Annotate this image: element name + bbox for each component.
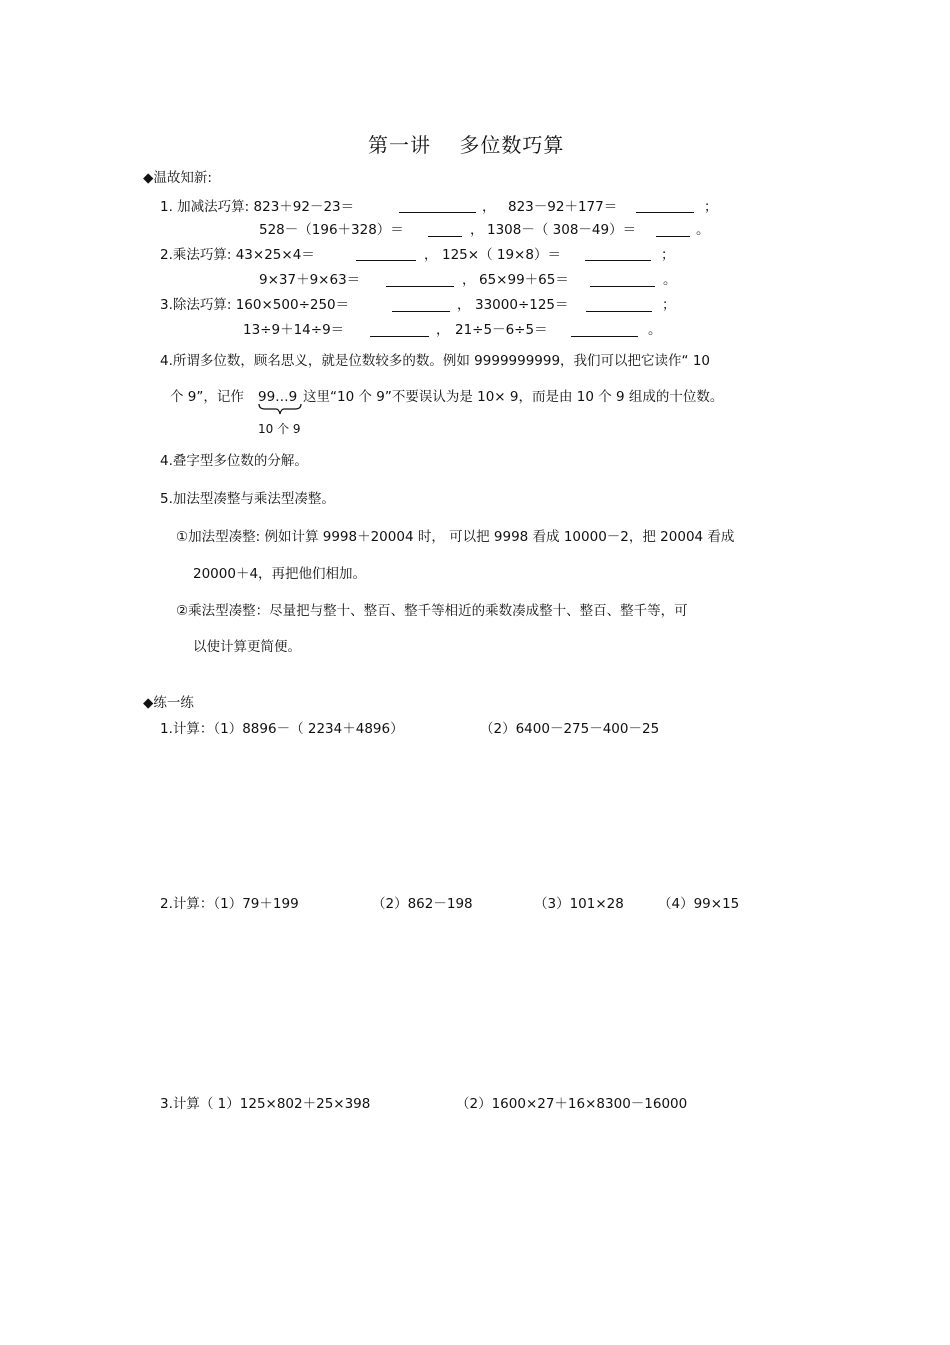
review-q2a: 2.乘法巧算: 43×25×4＝ <box>160 247 315 263</box>
review-q1c: 528－（196＋328）＝ <box>259 222 404 238</box>
answer-blank <box>571 336 638 337</box>
answer-blank <box>636 212 694 213</box>
curly-brace-icon <box>257 403 303 417</box>
answer-blank <box>586 311 652 312</box>
note-5-2-line2: 以使计算更简便。 <box>193 639 301 655</box>
answer-blank <box>370 336 429 337</box>
review-q1b: 823－92＋177＝ <box>508 199 618 215</box>
practice-q3a: 3.计算（ 1）125×802＋25×398 <box>160 1096 371 1112</box>
review-heading: ◆温故知新: <box>143 170 212 186</box>
note-4b: 4.叠字型多位数的分解。 <box>160 453 308 469</box>
note-5-1-line2: 20000＋4，再把他们相加。 <box>193 566 367 582</box>
review-q2b: 125×（ 19×8）＝ <box>442 247 561 263</box>
punct: 。 <box>696 222 710 238</box>
answer-blank <box>585 260 651 261</box>
review-q1a: 1. 加减法巧算: 823＋92－23＝ <box>160 199 355 215</box>
answer-blank <box>399 212 476 213</box>
punct: 。 <box>648 322 662 338</box>
review-q3a: 3.除法巧算: 160×500÷250＝ <box>160 297 350 313</box>
repeated-digits: 99…9 <box>258 389 298 405</box>
punct: ； <box>661 247 675 263</box>
practice-heading: ◆练一练 <box>143 695 194 711</box>
review-q3b: 33000÷125＝ <box>475 297 569 313</box>
answer-blank <box>392 311 450 312</box>
practice-q2d: （4）99×15 <box>658 896 740 912</box>
answer-blank <box>356 260 416 261</box>
answer-blank <box>386 286 454 287</box>
note-4-line2a: 个 9”，记作 <box>170 389 244 405</box>
note-5-1-line1: ①加法型凑整: 例如计算 9998＋20004 时， 可以把 9998 看成 10000－2，把 20004 看成 <box>176 529 735 545</box>
punct: ， <box>424 247 438 263</box>
answer-blank <box>656 236 690 237</box>
brace-label: 10 个 9 <box>258 422 301 436</box>
note-4-line1: 4.所谓多位数，顾名思义，就是位数较多的数。例如 9999999999，我们可以把它读作“ 10 <box>160 353 711 369</box>
note-4-line2b: 这里“10 个 9”不要误认为是 10× 9，而是由 10 个 9 组成的十位数。 <box>303 389 724 405</box>
page-title: 第一讲 多位数巧算 <box>368 133 565 157</box>
practice-q1a: 1.计算：（1）8896－（ 2234＋4896） <box>160 721 404 737</box>
practice-q1b: （2）6400－275－400－25 <box>480 721 660 737</box>
punct: ， <box>436 322 450 338</box>
review-q2c: 9×37＋9×63＝ <box>259 272 361 288</box>
note-5-2-line1: ②乘法型凑整：尽量把与整十、整百、整千等相近的乘数凑成整十、整百、整千等，可 <box>176 603 688 619</box>
review-q1d: 1308－（ 308－49）＝ <box>487 222 637 238</box>
punct: ， <box>470 222 484 238</box>
answer-blank <box>428 236 462 237</box>
practice-q2c: （3）101×28 <box>534 896 624 912</box>
note-5: 5.加法型凑整与乘法型凑整。 <box>160 491 335 507</box>
punct: ， <box>462 272 476 288</box>
punct: ； <box>662 297 676 313</box>
review-q2d: 65×99＋65＝ <box>479 272 569 288</box>
punct: ； <box>704 199 718 215</box>
punct: 。 <box>663 272 677 288</box>
answer-blank <box>590 286 655 287</box>
practice-q2b: （2）862－198 <box>372 896 473 912</box>
review-q3c: 13÷9＋14÷9＝ <box>243 322 345 338</box>
practice-q3b: （2）1600×27＋16×8300－16000 <box>456 1096 688 1112</box>
review-q3d: 21÷5－6÷5＝ <box>455 322 548 338</box>
practice-q2a: 2.计算：（1）79＋199 <box>160 896 299 912</box>
punct: ， <box>457 297 471 313</box>
punct: ， <box>482 199 496 215</box>
